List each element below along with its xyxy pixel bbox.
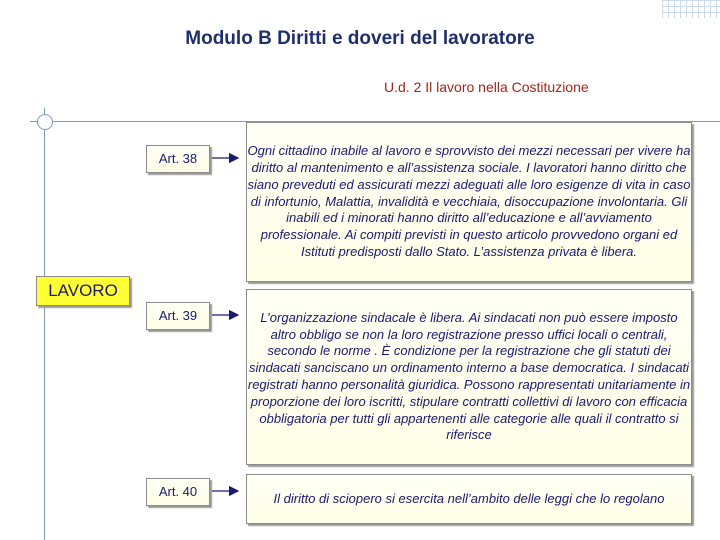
art-40-text: Il diritto di sciopero si esercita nell’ambito delle leggi che lo regolano bbox=[273, 490, 665, 506]
art-39-box: Art. 39 bbox=[146, 302, 210, 330]
art-40-box: Art. 40 bbox=[146, 478, 210, 506]
art-38-text: Ogni cittadino inabile al lavoro e sprovvisto dei mezzi necessari per vivere ha diritto al mantenimento e all’assistenza sociale. I lavoratori hanno diritto che siano preveduti ed assicurati mezzi adeguati alle loro esigenze di vita in caso di infortunio, Malattia, invalidità e vecchiaia, disoccupazione involontaria. Gli inabili ed i minorati hanno diritto all’educazione e all’avviamento professionale. Ai compiti previsti in questo articolo provvedono organi ed Istituti predisposti dallo Stato. L’assistenza privata è libera. bbox=[247, 143, 691, 259]
page-subtitle: U.d. 2 Il lavoro nella Costituzione bbox=[384, 79, 589, 95]
lavoro-box: LAVORO bbox=[36, 276, 130, 306]
art-39-text: L’organizzazione sindacale è libera. Ai sindacati non può essere imposto altro obbligo se non la loro registrazione presso uffici locali o centrali, secondo le norme . È condizione per la registrazione che gli statuti dei sindacati sanciscano un ordinamento interno a base democratica. I sindacati registrati hanno personalità giuridica. Possono rappresentati unitariamente in proporzione dei loro iscritti, stipulare contratti collettivi di lavoro con efficacia obbligatoria per tutti gli appartenenti alle categorie alle quali il contratto si riferisce bbox=[247, 309, 691, 443]
art-38-box: Art. 38 bbox=[146, 145, 210, 173]
page-title: Modulo B Diritti e doveri del lavoratore bbox=[185, 28, 535, 49]
